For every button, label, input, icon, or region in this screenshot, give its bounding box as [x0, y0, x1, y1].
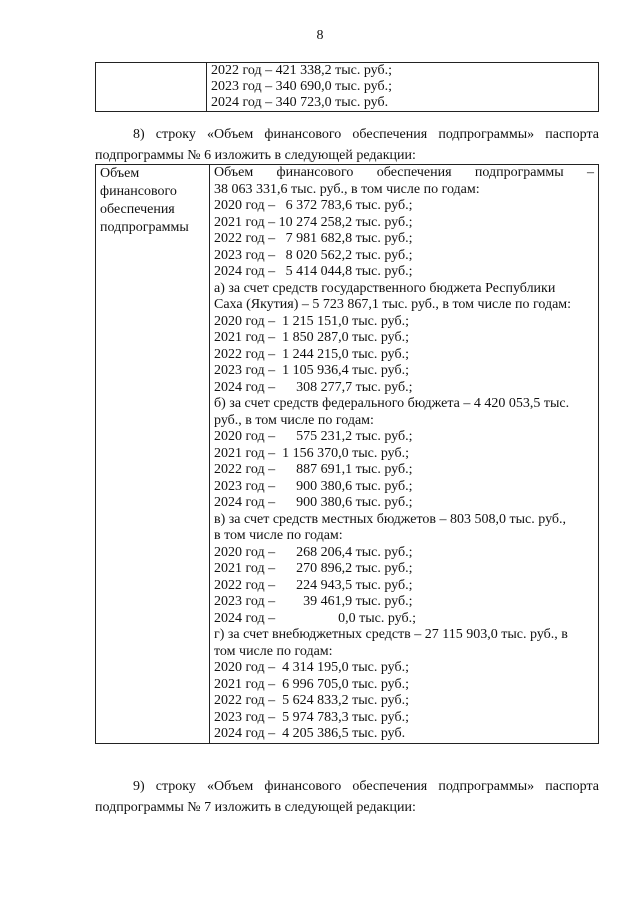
year-line: 2021 год – 1 850 287,0 тыс. руб.;: [214, 330, 409, 345]
year-line: 2023 год – 900 380,6 тыс. руб.;: [214, 478, 413, 494]
year-line: 2023 год – 1 105 936,4 тыс. руб.;: [214, 363, 409, 378]
year-line: 2023 год – 8 020 562,2 тыс. руб.;: [214, 247, 413, 263]
paragraph-8: [95, 124, 599, 166]
year-line: 2021 год – 270 896,2 тыс. руб.;: [214, 561, 413, 576]
previous-table-left-cell: [96, 63, 207, 112]
year-line: 2020 год – 268 206,4 тыс. руб.;: [214, 544, 413, 560]
year-line: 2020 год – 4 314 195,0 тыс. руб.;: [214, 660, 409, 675]
year-line: 2022 год – 224 943,5 тыс. руб.;: [214, 577, 413, 593]
page-number: 8: [316, 28, 324, 43]
year-line: 2021 год – 6 996 705,0 тыс. руб.;: [214, 676, 409, 692]
year-line: 2021 год – 1 156 370,0 тыс. руб.;: [214, 445, 409, 461]
year-line: 2021 год – 10 274 258,2 тыс. руб.;: [214, 214, 413, 230]
year-line: 2024 год – 900 380,6 тыс. руб.;: [214, 495, 413, 510]
previous-table-fragment: [95, 62, 599, 112]
financing-value-cell: [210, 165, 599, 744]
year-line: 2020 год – 6 372 783,6 тыс. руб.;: [214, 198, 413, 213]
year-line: 2024 год – 308 277,7 тыс. руб.;: [214, 379, 413, 395]
section-g-line: том числе по годам:: [214, 643, 333, 659]
financing-label-cell: [96, 165, 210, 744]
year-line: 2024 год – 0,0 тыс. руб.;: [214, 610, 416, 626]
header-line: 38 063 331,6 тыс. руб., в том числе по годам:: [214, 181, 480, 197]
section-a-line: а) за счет средств государственного бюджета Республики: [214, 280, 556, 296]
financing-label: Объем финансового обеспечения подпрограммы: [100, 166, 189, 235]
section-v-line: в том числе по годам:: [214, 528, 343, 543]
paragraph-9-line-2: подпрограммы № 7 изложить в следующей редакции:: [95, 800, 416, 815]
year-line: 2024 год – 340 723,0 тыс. руб.: [211, 95, 389, 110]
paragraph-8-line-1: 8) строку «Объем финансового обеспечения подпрограммы» паспорта: [133, 127, 599, 142]
paragraph-9: [95, 776, 599, 818]
paragraph-9-line-1: 9) строку «Объем финансового обеспечения подпрограммы» паспорта: [133, 779, 599, 794]
section-a-line: Саха (Якутия) – 5 723 867,1 тыс. руб., в том числе по годам:: [214, 297, 572, 312]
year-line: 2022 год – 887 691,1 тыс. руб.;: [214, 462, 413, 477]
section-b-line: руб., в том числе по годам:: [214, 412, 374, 428]
year-line: 2024 год – 4 205 386,5 тыс. руб.: [214, 726, 406, 741]
section-b-line: б) за счет средств федерального бюджета – 4 420 053,5 тыс.: [214, 396, 570, 411]
year-line: 2022 год – 1 244 215,0 тыс. руб.;: [214, 346, 409, 362]
year-line: 2020 год – 1 215 151,0 тыс. руб.;: [214, 313, 409, 329]
financing-table: [95, 164, 599, 744]
year-line: 2020 год – 575 231,2 тыс. руб.;: [214, 429, 413, 444]
year-line: 2022 год – 5 624 833,2 тыс. руб.;: [214, 693, 409, 708]
paragraph-8-line-2: подпрограммы № 6 изложить в следующей редакции:: [95, 148, 416, 163]
year-line: 2024 год – 5 414 044,8 тыс. руб.;: [214, 264, 413, 279]
year-line: 2023 год – 39 461,9 тыс. руб.;: [214, 594, 413, 609]
section-g-line: г) за счет внебюджетных средств – 27 115 903,0 тыс. руб., в: [214, 627, 568, 642]
previous-table-right-cell: [207, 63, 599, 112]
year-line: 2022 год – 7 981 682,8 тыс. руб.;: [214, 231, 413, 246]
year-line: 2023 год – 5 974 783,3 тыс. руб.;: [214, 709, 409, 725]
header-line: Объем финансового обеспечения подпрограммы –: [214, 165, 594, 180]
year-line: 2022 год – 421 338,2 тыс. руб.;: [211, 63, 392, 78]
section-v-line: в) за счет средств местных бюджетов – 803 508,0 тыс. руб.,: [214, 511, 567, 527]
year-line: 2023 год – 340 690,0 тыс. руб.;: [211, 79, 392, 94]
